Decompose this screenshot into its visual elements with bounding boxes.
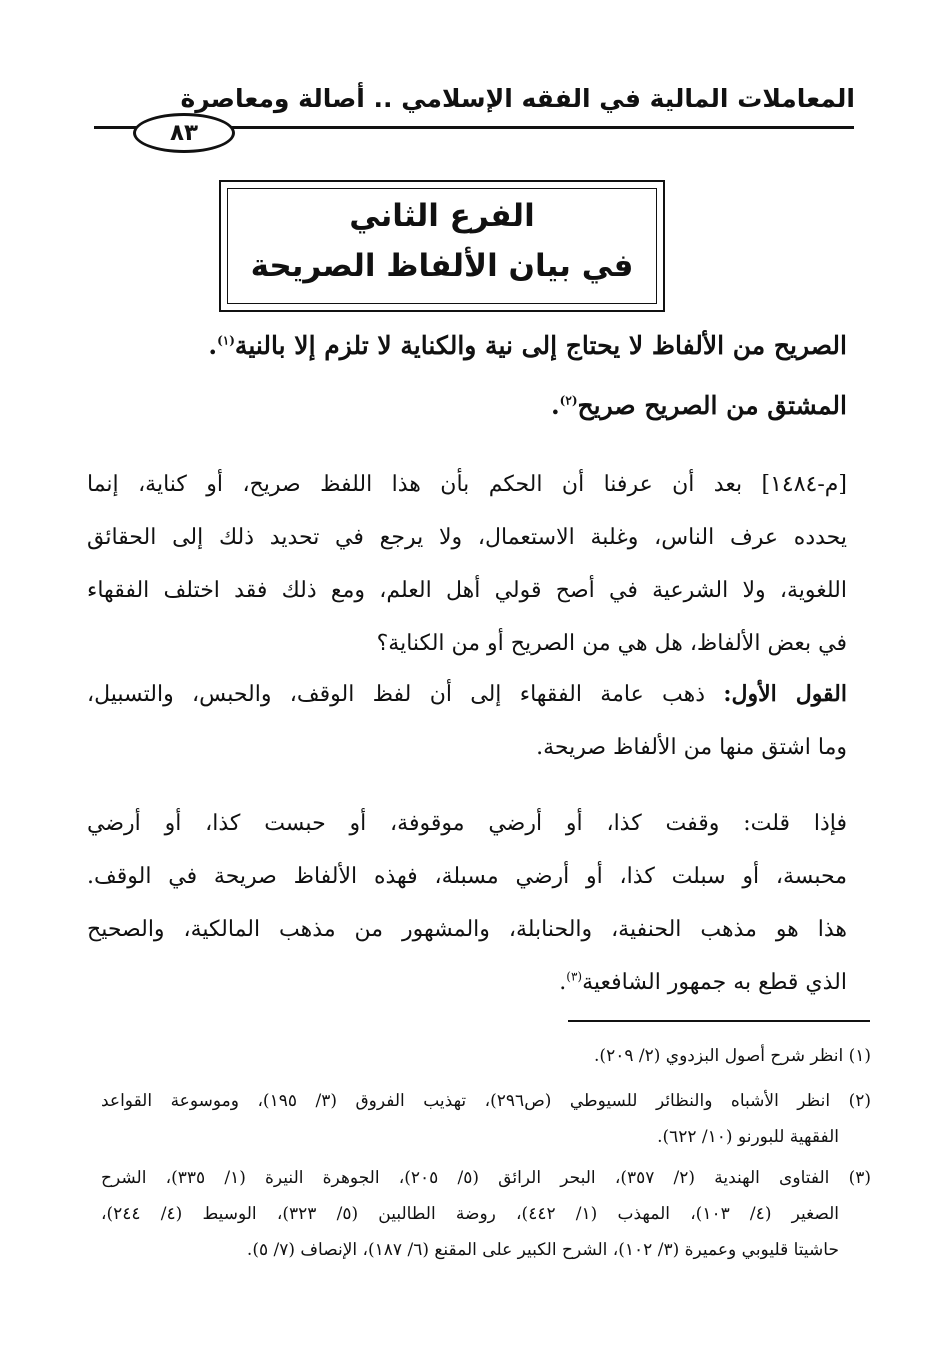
- footnote-3: [101, 1160, 871, 1268]
- paragraph-examples: [87, 797, 847, 1009]
- rule-statement-2: [87, 384, 847, 428]
- footnote-1-text: انظر شرح أصول البزدوي (٢/ ٢٠٩).: [594, 1046, 844, 1066]
- first-opinion-text: ذهب عامة الفقهاء إلى أن لفظ الوقف، والحبس، والتسبيل،: [87, 682, 724, 707]
- paragraph-intro-line: [م-١٤٨٤] بعد أن عرفنا أن الحكم بأن هذا اللفظ صريح، أو كناية، إنما: [87, 472, 847, 497]
- rule-statement-2-end: .: [550, 391, 560, 420]
- paragraph-examples-line: [87, 956, 847, 1009]
- footnote-2-line: الفقهية للبورنو (١٠/ ٦٢٢).: [657, 1127, 839, 1147]
- section-title-line-1: الفرع الثاني: [349, 198, 535, 234]
- paragraph-examples-last-text: الذي قطع به جمهور الشافعية: [582, 970, 847, 995]
- paragraph-examples-end: .: [559, 970, 567, 995]
- footnote-3-line: [101, 1160, 871, 1196]
- footnote-3-text: الفتاوى الهندية (٢/ ٣٥٧)، البحر الرائق (٥/ ٢٠٥)، الجوهرة النيرة (١/ ٣٣٥)، الشرح: [101, 1168, 830, 1188]
- section-title-box: [219, 180, 665, 312]
- running-head-title: المعاملات المالية في الفقه الإسلامي .. أصالة ومعاصرة: [180, 84, 855, 113]
- paragraph-examples-line: فإذا قلت: وقفت كذا، أو أرضي موقوفة، أو حبست كذا، أو أرضي: [87, 811, 847, 836]
- footnote-1-number: (١): [848, 1046, 871, 1066]
- paragraph-examples-line: محبسة، أو سبلت كذا، أو أرضي مسبلة، فهذه الألفاظ صريحة في الوقف.: [87, 864, 847, 889]
- paragraph-intro-line: اللغوية، ولا الشرعية في أصح قولي أهل العلم، ومع ذلك فقد اختلف الفقهاء: [87, 578, 847, 603]
- paragraph-first-opinion: [87, 668, 847, 774]
- paragraph-first-opinion-line: وما اشتق منها من الألفاظ صريحة.: [536, 735, 847, 760]
- footnote-1: [101, 1038, 871, 1074]
- section-title-line-2: في بيان الألفاظ الصريحة: [250, 248, 634, 284]
- rule-statement-1-end: .: [208, 331, 218, 360]
- paragraph-examples-line: هذا هو مذهب الحنفية، والحنابلة، والمشهور من مذهب المالكية، والصحيح: [87, 917, 847, 942]
- paragraph-intro: [87, 458, 847, 670]
- footnote-separator: [568, 1020, 870, 1022]
- footnote-1-line: [101, 1038, 871, 1074]
- footnote-2-number: (٢): [848, 1091, 871, 1111]
- footnote-ref-3: (٣): [566, 969, 583, 984]
- rule-statement-1: [87, 324, 847, 368]
- footnote-2-line: [101, 1083, 871, 1119]
- footnote-ref-2: (٢): [559, 393, 578, 408]
- paragraph-intro-line: يحدده عرف الناس، وغلبة الاستعمال، ولا يرجع في تحديد ذلك إلى الحقائق: [87, 525, 847, 550]
- paragraph-first-opinion-line: [87, 668, 847, 721]
- first-opinion-lead: القول الأول:: [723, 681, 848, 707]
- footnote-2-text: انظر الأشباه والنظائر للسيوطي (ص٢٩٦)، تهذيب الفروق (٣/ ١٩٥)، وموسوعة القواعد: [101, 1091, 831, 1111]
- page-number-badge: ٨٣: [133, 113, 235, 153]
- footnote-3-line: حاشيتا قليوبي وعميرة (٣/ ١٠٢)، الشرح الكبير على المقنع (٦/ ١٨٧)، الإنصاف (٧/ ٥).: [246, 1240, 839, 1260]
- paragraph-intro-line: في بعض الألفاظ، هل هي من الصريح أو من الكناية؟: [376, 631, 847, 656]
- footnote-2: [101, 1083, 871, 1155]
- rule-statement-2-text: المشتق من الصريح صريح: [577, 391, 847, 420]
- footnote-3-line: الصغير (٤/ ١٠٣)، المهذب (١/ ٤٤٢)، روضة الطالبين (٥/ ٣٢٣)، الوسيط (٤/ ٢٤٤)،: [101, 1204, 840, 1224]
- footnote-3-number: (٣): [848, 1168, 871, 1188]
- rule-statement-1-text: الصريح من الألفاظ لا يحتاج إلى نية والكناية لا تلزم إلا بالنية: [234, 331, 847, 360]
- footnote-ref-1: (١): [217, 333, 235, 348]
